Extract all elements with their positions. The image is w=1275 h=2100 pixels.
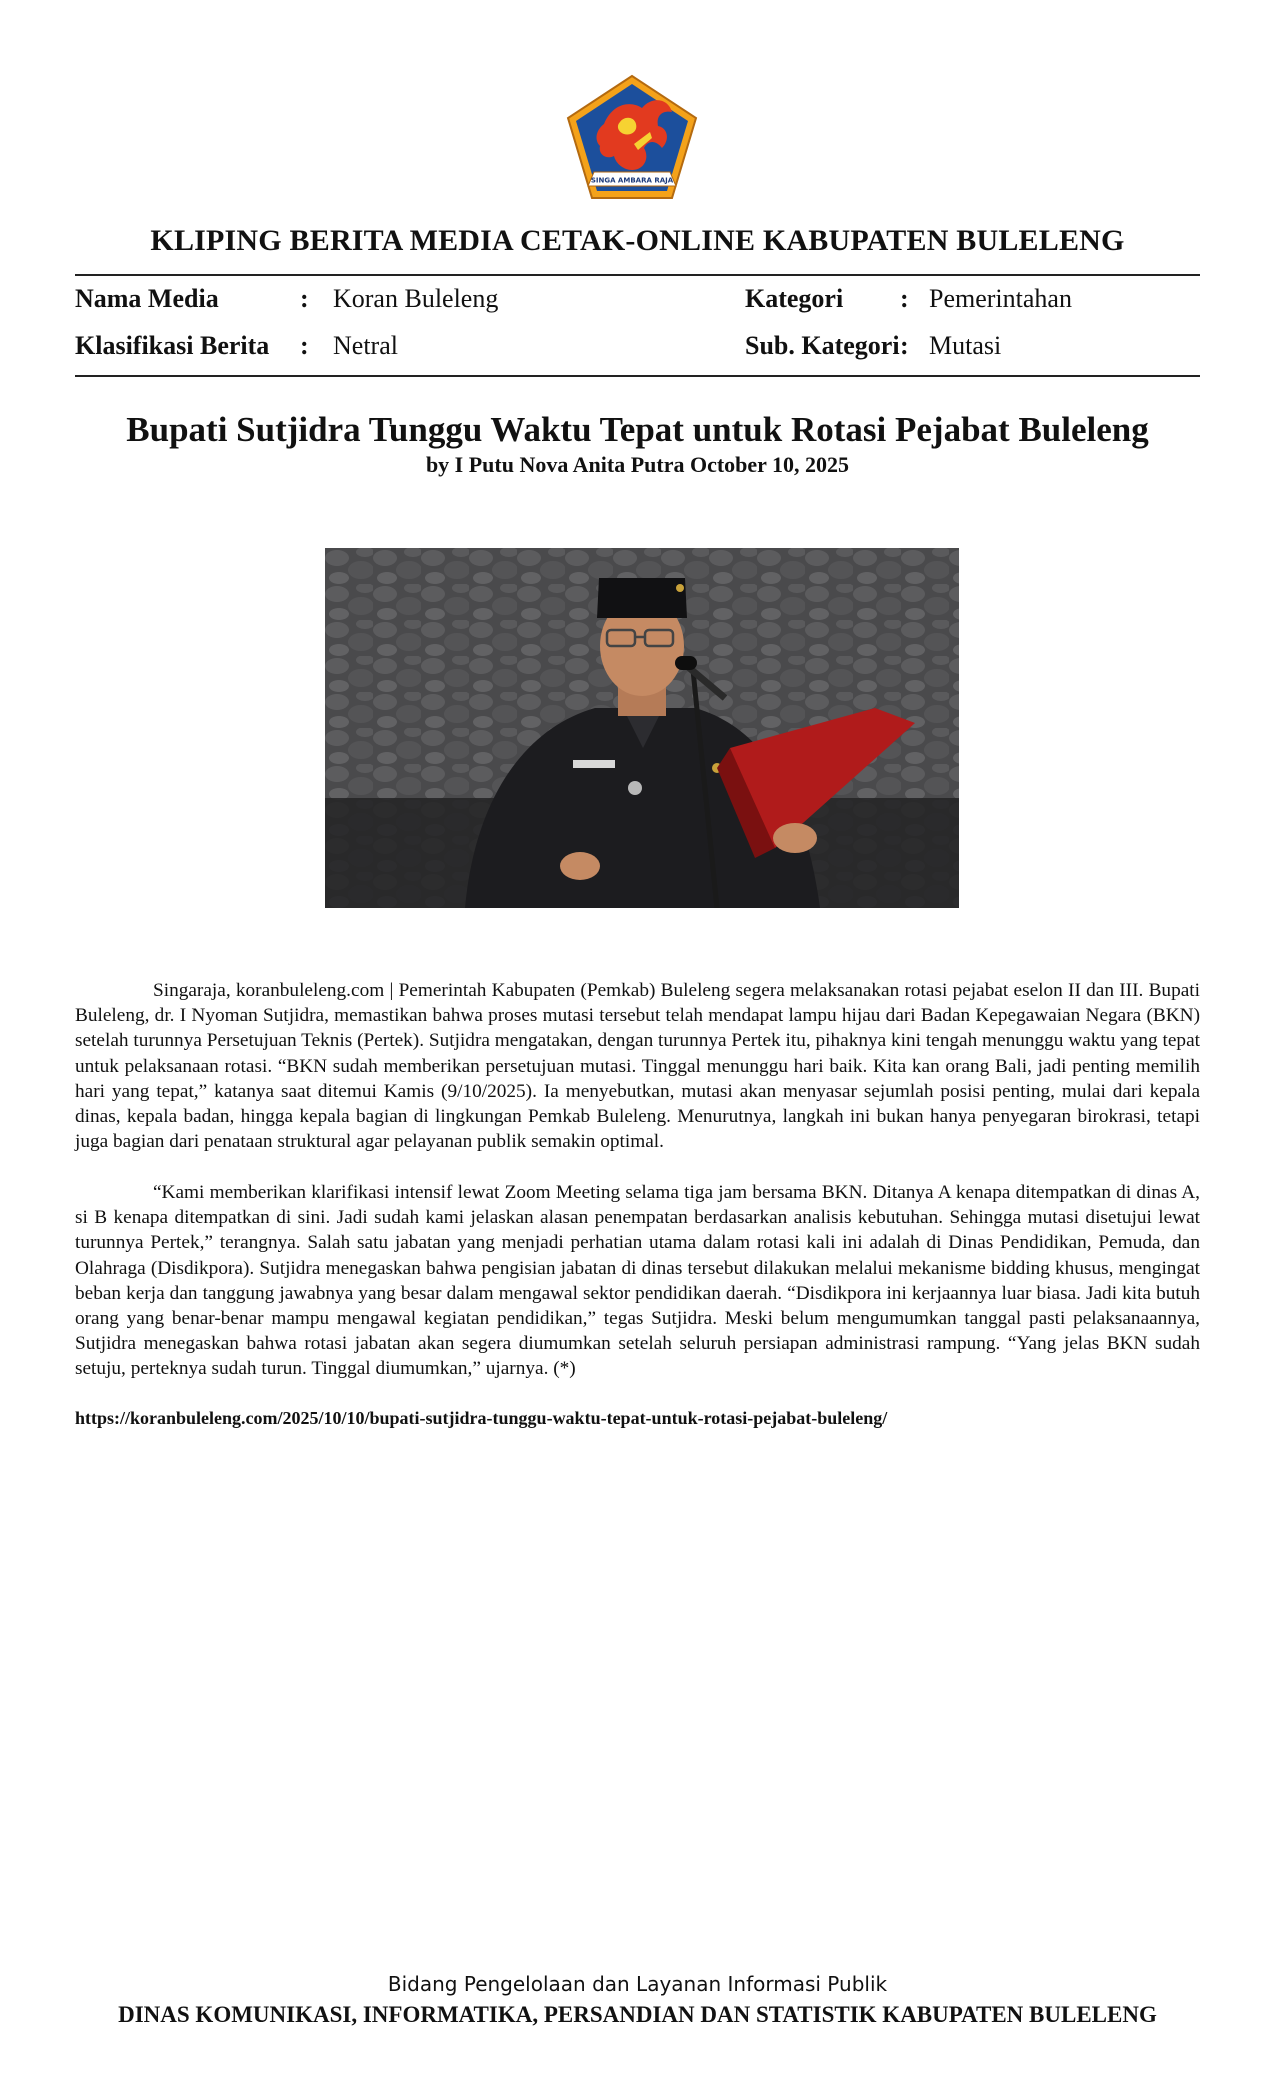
document-title: KLIPING BERITA MEDIA CETAK-ONLINE KABUPATEN BULELENG [150,224,1125,257]
paragraph-text: Singaraja, koranbuleleng.com | Pemerintah Kabupaten (Pemkab) Buleleng segera melaksanakan rotasi pejabat eselon II dan III. Bupati Buleleng, dr. I Nyoman Sutjidra, memastikan bahwa proses mutasi tersebut telah mendapat lampu hijau dari Badan Kepegawaian Negara (BKN) setelah turunnya Persetujuan Teknis (Pertek). Sutjidra mengatakan, dengan turunnya Pertek itu, pihaknya kini tengah menunggu waktu yang tepat untuk pelaksanaan rotasi. “BKN sudah memberikan persetujuan mutasi. Tinggal menunggu hari baik. Kita kan orang Bali, jadi penting memilih hari yang tepat,” katanya saat ditemui Kamis (9/10/2025). Ia menyebutkan, mutasi akan menyasar sejumlah posisi penting, mulai dari kepala dinas, kepala badan, hingga kepala bagian di lingkungan Pemkab Buleleng. Menurutnya, langkah ini bukan hanya penyegaran birokrasi, tetapi juga bagian dari penataan struktural agar pelayanan publik semakin optimal. [75,980,1200,1153]
article-byline: by I Putu Nova Anita Putra October 10, 2025 [425,452,850,477]
footer-division: Bidang Pengelolaan dan Layanan Informasi Publik [387,1972,888,1996]
header-divider-top [75,274,1200,276]
source-link[interactable]: https://koranbuleleng.com/2025/10/10/bupati-sutjidra-tunggu-waktu-tepat-untuk-rotasi-pejabat-buleleng/ [75,1408,888,1428]
article-headline: Bupati Sutjidra Tunggu Waktu Tepat untuk Rotasi Pejabat Buleleng [126,410,1149,449]
media-value: Koran Buleleng [333,284,499,313]
footer-agency: DINAS KOMUNIKASI, INFORMATIKA, PERSANDIAN DAN STATISTIK KABUPATEN BULELENG [118,2002,1157,2027]
media-colon: : [300,284,309,313]
category-colon: : [900,284,909,313]
category-label: Kategori [745,284,844,313]
article-paragraph-2 [75,1180,1200,1382]
subcategory-colon: : [900,331,909,360]
category-value: Pemerintahan [929,284,1072,313]
article-paragraph-1 [75,978,1200,1154]
media-label: Nama Media [75,284,219,313]
paragraph-text: “Kami memberikan klarifikasi intensif lewat Zoom Meeting selama tiga jam bersama BKN. Ditanya A kenapa ditempatkan di dinas A, si B kenapa ditempatkan di sini. Jadi sudah kami jelaskan alasan penempatan berdasarkan analisis kebutuhan. Sehingga mutasi disetujui lewat turunnya Pertek,” terangnya. Salah satu jabatan yang menjadi perhatian utama dalam rotasi kali ini adalah di Dinas Pendidikan, Pemuda, dan Olahraga (Disdikpora). Sutjidra menegaskan bahwa pengisian jabatan di dinas tersebut dilakukan melalui mekanisme bidding khusus, mengingat beban kerja dan tanggung jawabnya yang besar dalam mengawal sektor pendidikan daerah. “Disdikpora ini kerjaannya luar biasa. Jadi kita butuh orang yang benar-benar mampu mengawal kegiatan pendidikan,” tegas Sutjidra. Meski belum mengumumkan tanggal pasti pelaksanaannya, Sutjidra menegaskan bahwa rotasi jabatan akan segera diumumkan setelah seluruh persiapan administrasi rampung. “Yang jelas BKN sudah setuju, perteknya sudah turun. Tinggal diumumkan,” ujarnya. (*) [75,1182,1200,1380]
logo-motto: SINGA AMBARA RAJA [590,176,674,185]
classification-label: Klasifikasi Berita [75,331,270,360]
article-photo [325,548,959,908]
header-divider-bottom [75,375,1200,377]
subcategory-value: Mutasi [929,331,1002,360]
classification-value: Netral [333,331,398,360]
buleleng-regency-logo [564,74,700,202]
subcategory-label: Sub. Kategori [745,331,900,360]
classification-colon: : [300,331,309,360]
